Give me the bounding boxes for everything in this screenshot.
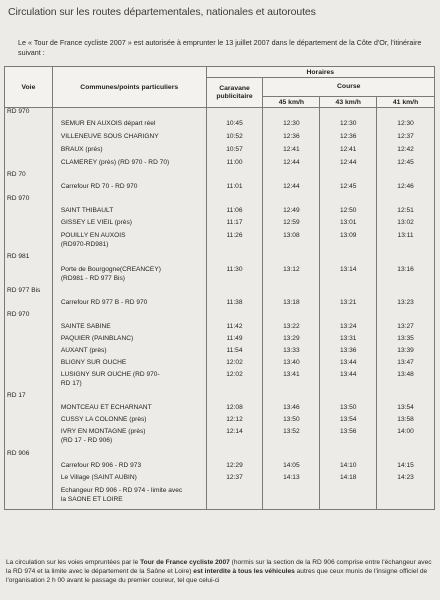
cell-course-43: 13:36 — [320, 347, 377, 359]
cell-caravane: 11:54 — [206, 347, 263, 359]
cell-course-43: 14:10 — [320, 462, 377, 474]
cell-course-43 — [320, 487, 377, 509]
cell-course-45: 12:41 — [263, 146, 320, 159]
table-row — [5, 159, 435, 171]
cell-course-43: 12:41 — [320, 146, 377, 159]
cell-caravane: 11:00 — [206, 159, 263, 171]
cell-commune: MONTCEAU ET ECHARNANT — [52, 404, 206, 416]
cell-course-45: 13:46 — [263, 404, 320, 416]
cell-course-43 — [320, 171, 377, 183]
cell-course-45 — [263, 253, 320, 266]
cell-course-43 — [320, 311, 377, 323]
cell-commune: Carrefour RD 977 B - RD 970 — [52, 299, 206, 311]
cell-caravane: 11:06 — [206, 207, 263, 219]
cell-course-41 — [377, 108, 435, 121]
cell-course-43: 13:44 — [320, 371, 377, 392]
cell-course-41: 13:54 — [377, 404, 435, 416]
cell-course-43: 13:56 — [320, 428, 377, 450]
table-row — [5, 487, 435, 509]
cell-course-43: 13:31 — [320, 335, 377, 347]
cell-voie — [5, 207, 53, 219]
cell-course-43: 12:30 — [320, 120, 377, 133]
cell-voie — [5, 159, 53, 171]
itinerary-rows — [5, 108, 435, 510]
table-row — [5, 450, 435, 462]
table-row — [5, 207, 435, 219]
table-row — [5, 474, 435, 487]
cell-course-41 — [377, 487, 435, 509]
cell-course-41 — [377, 253, 435, 266]
cell-commune: Echangeur RD 906 - RD 974 - limite avec la SAONE ET LOIRE — [52, 487, 206, 509]
footer-text-d: est interdite à tous les véhicules — [193, 568, 295, 575]
cell-voie — [5, 232, 53, 253]
cell-course-45: 12:36 — [263, 133, 320, 146]
document-title: Circulation sur les routes départementales, nationales et autoroutes — [8, 6, 316, 18]
cell-course-43 — [320, 108, 377, 121]
cell-caravane — [206, 195, 263, 207]
cell-voie — [5, 219, 53, 232]
cell-caravane: 10:45 — [206, 120, 263, 133]
table-row — [5, 311, 435, 323]
header-voie: Voie — [5, 67, 53, 108]
cell-voie — [5, 146, 53, 159]
table-row — [5, 266, 435, 287]
table-row — [5, 219, 435, 232]
cell-course-41: 12:51 — [377, 207, 435, 219]
cell-course-45 — [263, 487, 320, 509]
cell-caravane — [206, 450, 263, 462]
cell-course-45: 12:59 — [263, 219, 320, 232]
cell-course-43: 13:50 — [320, 404, 377, 416]
cell-caravane: 10:57 — [206, 146, 263, 159]
cell-commune: LUSIGNY SUR OUCHE (RD 970- RD 17) — [52, 371, 206, 392]
header-speed-43: 43 km/h — [320, 97, 377, 108]
cell-caravane — [206, 171, 263, 183]
cell-caravane — [206, 311, 263, 323]
cell-commune: Carrefour RD 70 - RD 970 — [52, 183, 206, 195]
cell-course-45 — [263, 171, 320, 183]
cell-voie — [5, 347, 53, 359]
cell-course-45: 13:41 — [263, 371, 320, 392]
footer-text-e: autres que ceux munis de l'insigne officiel de l'organisation 2 h 00 avant le passage du premier coureur, tel que celui-ci — [6, 568, 428, 584]
cell-course-45 — [263, 450, 320, 462]
cell-voie: RD 970 — [5, 108, 53, 121]
cell-commune: SAINTE SABINE — [52, 323, 206, 335]
table-row — [5, 183, 435, 195]
cell-course-41: 13:02 — [377, 219, 435, 232]
cell-course-45: 12:44 — [263, 183, 320, 195]
cell-course-41: 13:16 — [377, 266, 435, 287]
cell-course-45: 13:18 — [263, 299, 320, 311]
cell-course-43: 13:09 — [320, 232, 377, 253]
cell-voie: RD 906 — [5, 450, 53, 462]
cell-course-45 — [263, 287, 320, 299]
cell-commune: BLIGNY SUR OUCHE — [52, 359, 206, 371]
cell-commune — [52, 108, 206, 121]
cell-course-41 — [377, 311, 435, 323]
cell-course-43 — [320, 253, 377, 266]
cell-course-45: 13:40 — [263, 359, 320, 371]
cell-commune — [52, 195, 206, 207]
header-caravane: Caravane publicitaire — [206, 78, 263, 108]
cell-course-45 — [263, 195, 320, 207]
cell-course-45: 12:44 — [263, 159, 320, 171]
cell-commune: VILLENEUVE SOUS CHARIGNY — [52, 133, 206, 146]
footer-text-c: (hormis sur la section de la RD 906 comprise entre l'échangeur avec la RD 974 et la limite avec le département de la Saône et Loire) — [6, 559, 432, 575]
cell-caravane: 11:30 — [206, 266, 263, 287]
cell-course-43: 12:45 — [320, 183, 377, 195]
cell-course-41: 13:58 — [377, 416, 435, 428]
cell-course-45 — [263, 311, 320, 323]
cell-commune: IVRY EN MONTAGNE (près) (RD 17 - RD 906) — [52, 428, 206, 450]
cell-course-41 — [377, 171, 435, 183]
cell-voie — [5, 359, 53, 371]
cell-voie — [5, 487, 53, 509]
cell-course-45: 14:13 — [263, 474, 320, 487]
cell-commune: CLAMEREY (près) (RD 970 - RD 70) — [52, 159, 206, 171]
cell-voie — [5, 133, 53, 146]
cell-voie: RD 977 Bis — [5, 287, 53, 299]
cell-course-45: 12:49 — [263, 207, 320, 219]
cell-caravane: 11:49 — [206, 335, 263, 347]
table-row — [5, 404, 435, 416]
cell-course-43: 12:50 — [320, 207, 377, 219]
cell-commune: PAQUIER (PAINBLANC) — [52, 335, 206, 347]
table-row — [5, 299, 435, 311]
table-row — [5, 335, 435, 347]
cell-course-45 — [263, 392, 320, 404]
cell-course-45: 13:29 — [263, 335, 320, 347]
cell-commune: SEMUR EN AUXOIS départ réel — [52, 120, 206, 133]
table-row — [5, 195, 435, 207]
cell-course-41: 12:42 — [377, 146, 435, 159]
cell-course-41: 13:47 — [377, 359, 435, 371]
cell-commune: GISSEY LE VIEIL (près) — [52, 219, 206, 232]
cell-voie — [5, 428, 53, 450]
cell-caravane: 10:52 — [206, 133, 263, 146]
cell-voie: RD 17 — [5, 392, 53, 404]
cell-course-43: 12:44 — [320, 159, 377, 171]
cell-caravane: 11:42 — [206, 323, 263, 335]
cell-course-41: 14:23 — [377, 474, 435, 487]
cell-course-43: 13:44 — [320, 359, 377, 371]
cell-course-41: 13:48 — [377, 371, 435, 392]
table-row — [5, 462, 435, 474]
cell-caravane — [206, 108, 263, 121]
cell-course-45: 14:05 — [263, 462, 320, 474]
cell-caravane — [206, 392, 263, 404]
cell-voie — [5, 371, 53, 392]
cell-caravane: 11:17 — [206, 219, 263, 232]
cell-commune: POUILLY EN AUXOIS (RD970-RD981) — [52, 232, 206, 253]
cell-course-43: 14:18 — [320, 474, 377, 487]
cell-voie — [5, 335, 53, 347]
cell-caravane — [206, 253, 263, 266]
cell-course-41: 12:30 — [377, 120, 435, 133]
cell-course-43 — [320, 392, 377, 404]
cell-caravane — [206, 487, 263, 509]
table-row — [5, 120, 435, 133]
cell-course-45 — [263, 108, 320, 121]
cell-commune: AUXANT (près) — [52, 347, 206, 359]
cell-commune: SAINT THIBAULT — [52, 207, 206, 219]
table-row — [5, 287, 435, 299]
header-communes: Communes/points particuliers — [52, 67, 206, 108]
cell-course-45: 13:08 — [263, 232, 320, 253]
cell-voie — [5, 474, 53, 487]
cell-course-41: 13:11 — [377, 232, 435, 253]
cell-course-43 — [320, 195, 377, 207]
cell-course-41: 13:39 — [377, 347, 435, 359]
cell-course-41: 12:37 — [377, 133, 435, 146]
table-row — [5, 359, 435, 371]
cell-voie — [5, 299, 53, 311]
table-row — [5, 428, 435, 450]
cell-course-45: 13:22 — [263, 323, 320, 335]
cell-course-41: 14:15 — [377, 462, 435, 474]
table-row — [5, 323, 435, 335]
header-course: Course — [263, 78, 435, 97]
cell-voie — [5, 120, 53, 133]
cell-course-41: 13:27 — [377, 323, 435, 335]
cell-course-45: 13:12 — [263, 266, 320, 287]
cell-course-41: 12:45 — [377, 159, 435, 171]
table-row — [5, 371, 435, 392]
cell-voie — [5, 266, 53, 287]
table-row — [5, 232, 435, 253]
intro-paragraph: Le « Tour de France cycliste 2007 » est autorisée à emprunter le 13 juillet 2007 dans le département de la Côte d'Or, l'itinéraire suivant : — [18, 38, 422, 57]
itinerary-table — [4, 66, 435, 510]
cell-course-43: 13:01 — [320, 219, 377, 232]
footer-text-b: Tour de France cycliste 2007 — [140, 559, 230, 566]
table-row — [5, 146, 435, 159]
cell-course-45: 13:50 — [263, 416, 320, 428]
cell-caravane: 12:14 — [206, 428, 263, 450]
cell-course-45: 13:52 — [263, 428, 320, 450]
cell-course-43: 13:14 — [320, 266, 377, 287]
cell-caravane: 12:29 — [206, 462, 263, 474]
cell-caravane: 12:02 — [206, 371, 263, 392]
cell-course-45: 12:30 — [263, 120, 320, 133]
cell-course-41: 13:35 — [377, 335, 435, 347]
table-row — [5, 171, 435, 183]
cell-course-41 — [377, 287, 435, 299]
cell-course-41: 14:00 — [377, 428, 435, 450]
cell-course-43 — [320, 287, 377, 299]
cell-course-41 — [377, 195, 435, 207]
cell-caravane: 12:12 — [206, 416, 263, 428]
cell-voie — [5, 462, 53, 474]
cell-caravane: 11:26 — [206, 232, 263, 253]
header-speed-41: 41 km/h — [377, 97, 435, 108]
cell-course-43 — [320, 450, 377, 462]
cell-voie — [5, 404, 53, 416]
cell-voie: RD 970 — [5, 195, 53, 207]
cell-commune — [52, 253, 206, 266]
cell-course-43: 12:36 — [320, 133, 377, 146]
cell-course-45: 13:33 — [263, 347, 320, 359]
table-row — [5, 416, 435, 428]
cell-commune — [52, 450, 206, 462]
cell-commune — [52, 311, 206, 323]
cell-course-43: 13:24 — [320, 323, 377, 335]
header-speed-45: 45 km/h — [263, 97, 320, 108]
cell-course-41: 13:23 — [377, 299, 435, 311]
cell-course-41: 12:46 — [377, 183, 435, 195]
cell-course-41 — [377, 392, 435, 404]
cell-voie — [5, 323, 53, 335]
cell-commune: Carrefour RD 906 - RD 973 — [52, 462, 206, 474]
cell-course-41 — [377, 450, 435, 462]
footer-text-a: La circulation sur les voies empruntées par le — [6, 559, 141, 566]
table-row — [5, 108, 435, 121]
cell-caravane — [206, 287, 263, 299]
table-row — [5, 253, 435, 266]
cell-caravane: 11:38 — [206, 299, 263, 311]
cell-voie: RD 981 — [5, 253, 53, 266]
table-row — [5, 133, 435, 146]
cell-commune: Le Village (SAINT AUBIN) — [52, 474, 206, 487]
cell-caravane: 12:37 — [206, 474, 263, 487]
cell-voie: RD 70 — [5, 171, 53, 183]
cell-commune — [52, 171, 206, 183]
cell-commune: Porte de Bourgogne(CREANCEY) (RD981 - RD 977 Bis) — [52, 266, 206, 287]
header-horaires: Horaires — [206, 67, 434, 78]
cell-caravane: 12:02 — [206, 359, 263, 371]
cell-course-43: 13:21 — [320, 299, 377, 311]
cell-caravane: 12:08 — [206, 404, 263, 416]
cell-caravane: 11:01 — [206, 183, 263, 195]
cell-commune — [52, 287, 206, 299]
cell-voie — [5, 183, 53, 195]
table-row — [5, 392, 435, 404]
cell-course-43: 13:54 — [320, 416, 377, 428]
cell-commune — [52, 392, 206, 404]
cell-commune: CUSSY LA COLONNE (près) — [52, 416, 206, 428]
table-row — [5, 347, 435, 359]
cell-voie — [5, 416, 53, 428]
cell-commune: BRAUX (près) — [52, 146, 206, 159]
footer-paragraph — [6, 558, 434, 585]
cell-voie: RD 970 — [5, 311, 53, 323]
